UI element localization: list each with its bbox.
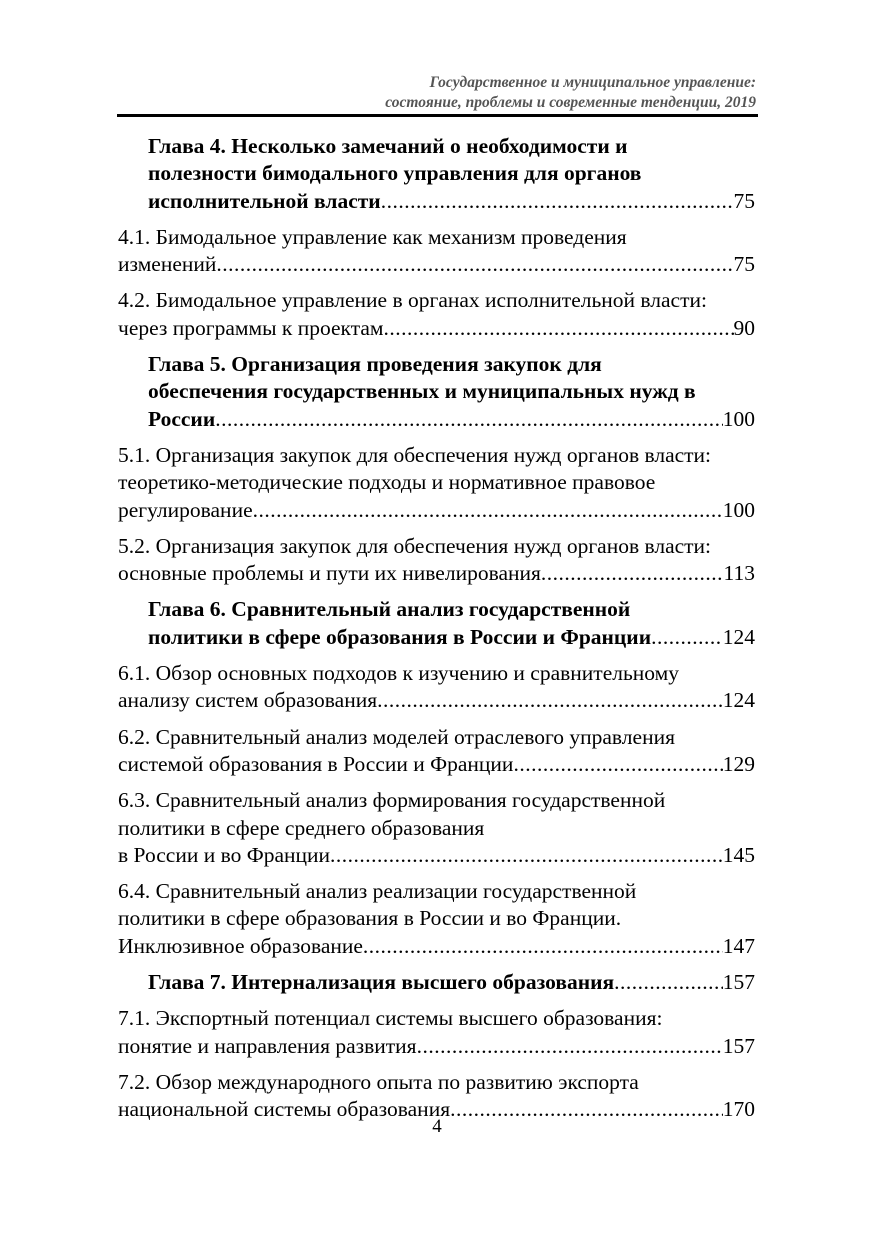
- toc-entry-leader-line: [148, 406, 755, 433]
- toc-page-number[interactable]: 90: [733, 315, 755, 340]
- toc-page-number[interactable]: 129: [722, 751, 755, 776]
- toc-entry-line: 5.1. Организация закупок для обеспечения нужд органов власти:: [118, 442, 712, 467]
- toc-chapter-entry[interactable]: [118, 969, 755, 996]
- table-of-contents: [118, 133, 755, 1133]
- toc-page-number[interactable]: 124: [722, 688, 755, 713]
- toc-entry-title-end: регулирование: [118, 497, 253, 522]
- toc-section-entry[interactable]: [118, 1005, 755, 1060]
- toc-entry-title-end: понятие и направления развития: [118, 1033, 417, 1058]
- toc-entry-leader-line: [118, 315, 755, 342]
- toc-section-entry[interactable]: [118, 878, 755, 960]
- toc-entry-leader-line: [118, 687, 755, 714]
- toc-entry-title-end: через программы к проектам: [118, 315, 384, 340]
- toc-entry-line: 4.2. Бимодальное управление в органах исполнительной власти:: [118, 288, 707, 313]
- toc-entry-leader-line: [118, 751, 755, 778]
- toc-page-number[interactable]: 157: [722, 970, 755, 995]
- toc-chapter-entry[interactable]: [118, 133, 755, 215]
- running-header-line-1: Государственное и муниципальное управление:: [429, 74, 756, 91]
- dot-leader: [417, 1033, 723, 1060]
- toc-page-number[interactable]: 124: [722, 624, 755, 649]
- dot-leader: [363, 933, 723, 960]
- toc-entry-line: Глава 4. Несколько замечаний о необходимости и: [148, 134, 628, 158]
- toc-entry-title-end: Инклюзивное образование: [118, 933, 363, 958]
- toc-entry-line: 7.2. Обзор международного опыта по развитию экспорта: [118, 1069, 639, 1094]
- toc-entry-leader-line: [148, 969, 755, 996]
- toc-entry-line: Глава 5. Организация проведения закупок для: [148, 352, 602, 377]
- toc-entry-line: теоретико-методические подходы и нормативное правовое: [118, 470, 656, 495]
- toc-entry-line: политики в сфере среднего образования: [118, 815, 485, 840]
- toc-entry-title-end: в России и во Франции: [118, 842, 331, 867]
- toc-entry-title-end: Глава 7. Интернализация высшего образования: [148, 970, 615, 995]
- toc-chapter-entry[interactable]: [118, 351, 755, 433]
- toc-chapter-entry[interactable]: [118, 596, 755, 651]
- toc-entry-line: 6.3. Сравнительный анализ формирования государственной: [118, 788, 666, 813]
- toc-entry-line: политики в сфере образования в России и во Франции.: [118, 906, 622, 931]
- toc-entry-leader-line: [118, 842, 755, 869]
- dot-leader: [651, 624, 723, 651]
- toc-section-entry[interactable]: [118, 533, 755, 588]
- toc-page-number[interactable]: 100: [722, 406, 755, 431]
- dot-leader: [330, 842, 723, 869]
- toc-entry-line: полезности бимодального управления для органов: [148, 161, 642, 186]
- dot-leader: [216, 251, 733, 278]
- toc-page-number[interactable]: 113: [723, 561, 755, 586]
- toc-entry-line: 5.2. Организация закупок для обеспечения нужд органов власти:: [118, 533, 712, 558]
- toc-entry-title-end: основные проблемы и пути их нивелирования: [118, 561, 541, 586]
- page-number: 4: [432, 1116, 442, 1137]
- toc-entry-line: 4.1. Бимодальное управление как механизм проведения: [118, 224, 627, 249]
- dot-leader: [215, 406, 723, 433]
- toc-section-entry[interactable]: [118, 787, 755, 869]
- toc-page-number[interactable]: 75: [733, 188, 755, 213]
- toc-entry-leader-line: [148, 188, 755, 215]
- toc-section-entry[interactable]: [118, 660, 755, 715]
- toc-entry-title-end: анализу систем образования: [118, 688, 378, 713]
- toc-entry-leader-line: [118, 560, 755, 587]
- toc-entry-leader-line: [118, 933, 755, 960]
- toc-page-number[interactable]: 147: [722, 933, 755, 958]
- toc-entry-leader-line: [118, 497, 755, 524]
- toc-entry-leader-line: [118, 1033, 755, 1060]
- toc-entry-title-end: политики в сфере образования в России и Франции: [148, 624, 652, 649]
- toc-page-number[interactable]: 145: [722, 842, 755, 867]
- dot-leader: [253, 497, 723, 524]
- toc-entry-leader-line: [118, 251, 755, 278]
- toc-entry-line: 6.4. Сравнительный анализ реализации государственной: [118, 879, 637, 904]
- running-header: [116, 73, 756, 113]
- toc-section-entry[interactable]: [118, 224, 755, 279]
- toc-entry-title-end: национальной системы образования: [118, 1097, 451, 1122]
- toc-page-number[interactable]: 75: [733, 252, 755, 277]
- toc-entry-line: 6.1. Обзор основных подходов к изучению и сравнительному: [118, 661, 679, 686]
- toc-entry-title-end: изменений: [118, 252, 217, 277]
- toc-entry-title-end: исполнительной власти: [148, 188, 381, 213]
- toc-entry-line: Глава 6. Сравнительный анализ государственной: [148, 597, 631, 622]
- toc-page-number[interactable]: 100: [722, 497, 755, 522]
- dot-leader: [381, 188, 734, 215]
- toc-entry-line: обеспечения государственных и муниципальных нужд в: [148, 379, 696, 404]
- toc-entry-line: 6.2. Сравнительный анализ моделей отраслевого управления: [118, 724, 675, 749]
- toc-section-entry[interactable]: [118, 287, 755, 342]
- toc-entry-leader-line: [148, 624, 755, 651]
- toc-entry-title-end: системой образования в России и Франции: [118, 751, 514, 776]
- toc-page-number[interactable]: 157: [722, 1033, 755, 1058]
- dot-leader: [513, 751, 722, 778]
- toc-section-entry[interactable]: [118, 724, 755, 779]
- dot-leader: [377, 687, 723, 714]
- toc-entry-title-end: России: [148, 406, 216, 431]
- dot-leader: [541, 560, 724, 587]
- running-header-line-2: состояние, проблемы и современные тенденции, 2019: [385, 94, 756, 111]
- dot-leader: [614, 969, 723, 996]
- toc-section-entry[interactable]: [118, 442, 755, 524]
- toc-page-number[interactable]: 170: [722, 1097, 755, 1122]
- dot-leader: [384, 315, 734, 342]
- toc-entry-line: 7.1. Экспортный потенциал системы высшего образования:: [118, 1006, 663, 1031]
- header-rule: [117, 114, 758, 117]
